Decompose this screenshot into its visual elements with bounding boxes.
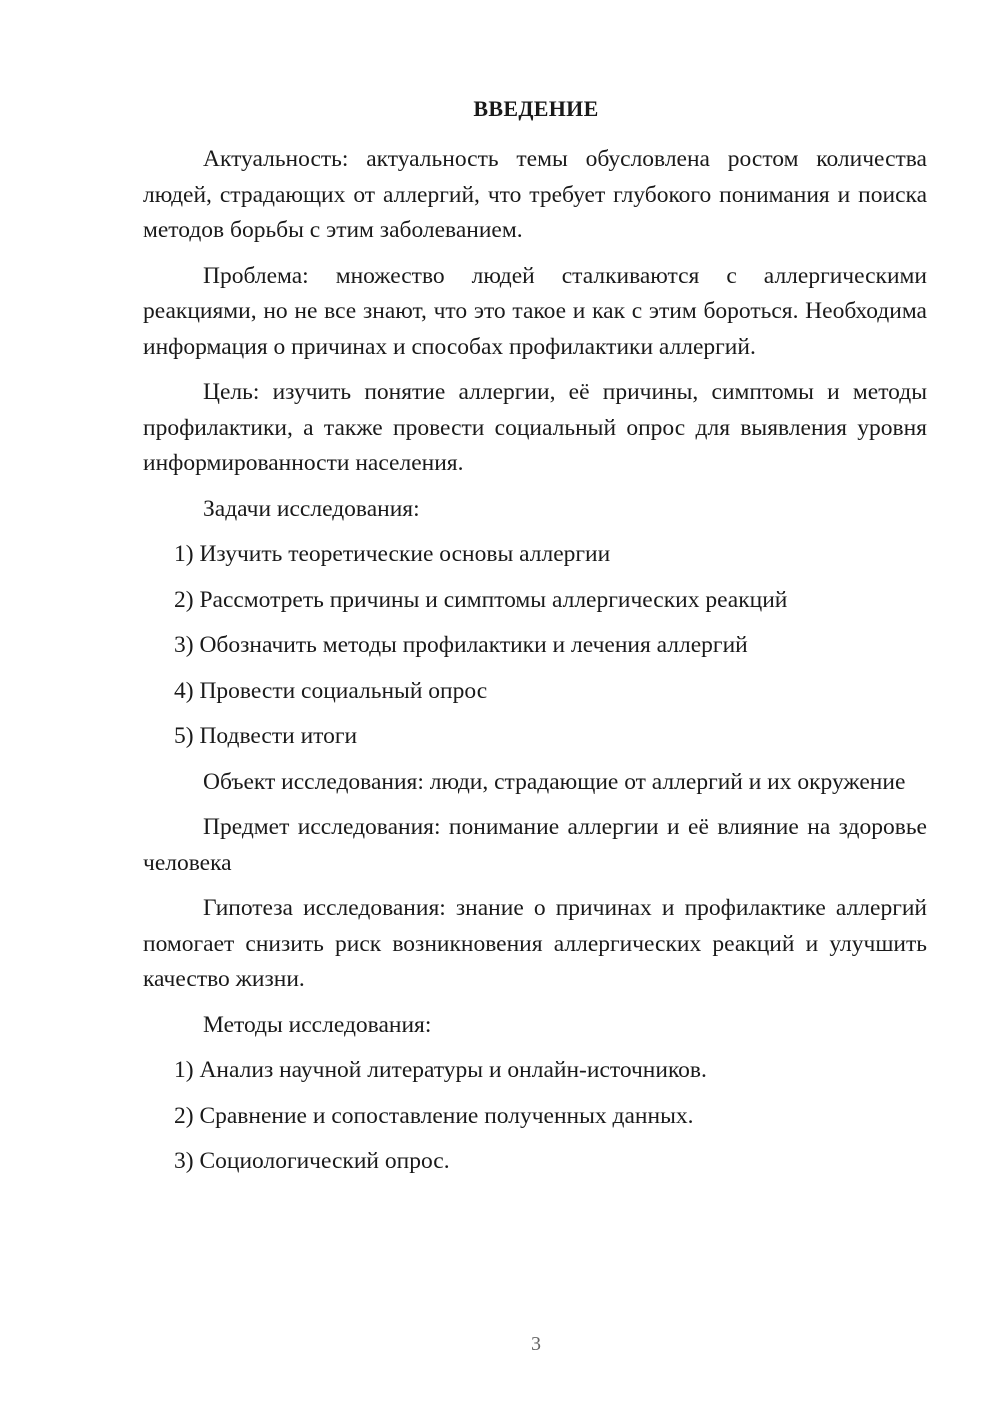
method-item: 2) Сравнение и сопоставление полученных данных. [174,1102,694,1129]
task-item: 3) Обозначить методы профилактики и лечения аллергий [174,632,748,658]
page-title: ВВЕДЕНИЕ [473,96,599,121]
method-item: 1) Анализ научной литературы и онлайн-источников. [174,1057,707,1083]
method-item: 3) Социологический опрос. [174,1148,450,1174]
page-content [143,142,927,1190]
problem-paragraph: Проблема: множество людей сталкиваются с аллергическими реакциями, но не все знают, что это такое и как с этим бороться. Необходима информация о причинах и способах профилактики аллергий. [143,262,927,360]
task-item: 4) Провести социальный опрос [174,677,488,704]
hypothesis-paragraph: Гипотеза исследования: знание о причинах и профилактике аллергий помогает снизить риск возникновения аллергических реакций и улучшить качество жизни. [143,895,927,992]
relevance-paragraph: Актуальность: актуальность темы обусловлена ростом количества людей, страдающих от аллергий, что требует глубокого понимания и поиска методов борьбы с этим заболеванием. [143,146,927,243]
tasks-heading: Задачи исследования: [203,495,420,522]
methods-heading: Методы исследования: [203,1011,432,1038]
goal-paragraph: Цель: изучить понятие аллергии, её причины, симптомы и методы профилактики, а также провести социальный опрос для выявления уровня информированности населения. [143,379,927,476]
task-item: 5) Подвести итоги [174,723,358,749]
subject-paragraph: Предмет исследования: понимание аллергии и её влияние на здоровье человека [143,814,927,876]
task-item: 1) Изучить теоретические основы аллергии [174,541,611,567]
page-number: 3 [531,1333,541,1355]
object-paragraph: Объект исследования: люди, страдающие от аллергий и их окружение [203,768,906,795]
task-item: 2) Рассмотреть причины и симптомы аллергических реакций [174,586,788,613]
